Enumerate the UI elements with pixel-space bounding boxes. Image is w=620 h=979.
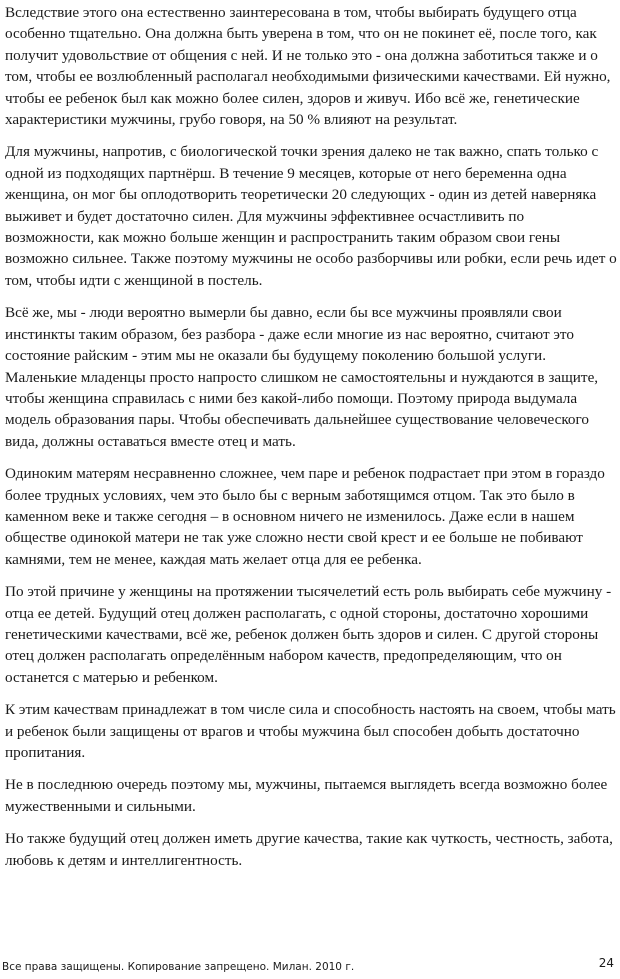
paragraph: Одиноким матерям несравненно сложнее, чем паре и ребенок подрастает при этом в гораздо более трудных условиях, чем это было бы с верным заботящимся отцом. Так это было в каменном веке и также сегодня – в основном ничего не изменилось. Даже если в нашем обществе одинокой матери не так уже сложно нести свой крест и ее больше не побивают камнями, тем не менее, каждая мать желает отца для ее ребенка. bbox=[5, 465, 605, 568]
footer-copyright: Все права защищены. Копирование запрещено. Милан. 2010 г. bbox=[2, 961, 355, 973]
page-number: 24 bbox=[598, 956, 614, 970]
paragraph: Не в последнюю очередь поэтому мы, мужчины, пытаемся выглядеть всегда возможно более мужественными и сильными. bbox=[5, 776, 608, 815]
paragraph: По этой причине у женщины на протяжении тысячелетий есть роль выбирать себе мужчину - отца ее детей. Будущий отец должен располагать, с одной стороны, достаточно хорошими генетическими качествами, всё же, ребенок должен быть здоров и силен. С другой стороны отец должен располагать определённым набором качеств, предопределяющим, что он останется с матерью и ребенком. bbox=[5, 583, 612, 686]
paragraph: Для мужчины, напротив, с биологической точки зрения далеко не так важно, спать только с одной из подходящих партнёрш. В течение 9 месяцев, которые от него беременна одна женщина, он мог бы оплодотворить теоретически 20 следующих - один из детей наверняка выживет и будет достаточно силен. Для мужчины эффективнее осчастливить по возможности, как можно больше женщин и распространить таким образом свои гены возможно сильнее. Также поэтому мужчины не особо разборчивы или робки, если речь идет о том, чтобы идти с женщиной в постель. bbox=[5, 143, 617, 289]
paragraph: К этим качествам принадлежат в том числе сила и способность настоять на своем, чтобы мать и ребенок были защищены от врагов и чтобы мужчина был способен добыть достаточно пропитания. bbox=[5, 701, 616, 761]
paragraph: Всё же, мы - люди вероятно вымерли бы давно, если бы все мужчины проявляли свои инстинкты таким образом, без разбора - даже если многие из нас вероятно, считают это состояние райским - этим мы не оказали бы будущему поколению большой услуги. Маленькие младенцы просто напросто слишком не самостоятельны и нуждаются в защите, чтобы женщина справилась с ними без какой-либо помощи. Поэтому природа выдумала модель образования пары. Чтобы обеспечивать дальнейшее существование человеческого вида, должны оставаться вместе отец и мать. bbox=[5, 304, 599, 450]
paragraph: Вследствие этого она естественно заинтересована в том, чтобы выбирать будущего отца особенно тщательно. Она должна быть уверена в том, что он не покинет её, после того, как получит удовольствие от общения с ней. И не только это - она должна заботиться также и о том, чтобы ее возлюбленный располагал необходимыми физическими качествами. Ей нужно, чтобы ее ребенок был как можно более силен, здоров и живуч. Ибо всё же, генетические характеристики мужчины, грубо говоря, на 50 % влияют на результат. bbox=[5, 4, 611, 129]
body-text bbox=[5, 2, 617, 882]
paragraph: Но также будущий отец должен иметь другие качества, такие как чуткость, честность, забота, любовь к детям и интеллигентность. bbox=[5, 830, 613, 869]
